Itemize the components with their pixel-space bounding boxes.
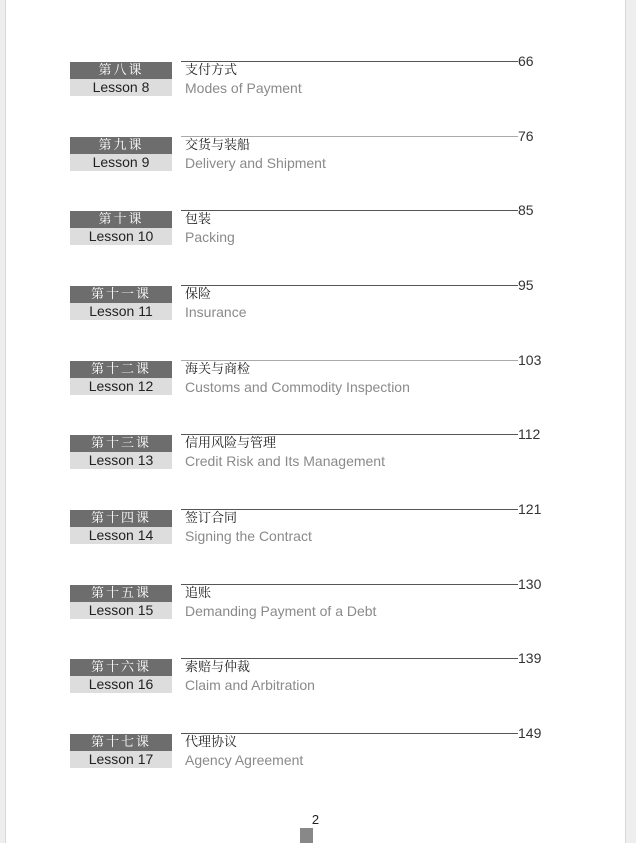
- lesson-number-en: Lesson 10: [70, 228, 172, 245]
- toc-page-number: 95: [518, 277, 534, 293]
- toc-page-number: 85: [518, 202, 534, 218]
- lesson-title-cn: 代理协议: [185, 735, 238, 750]
- lesson-number-cn: 第十七课: [70, 734, 172, 751]
- toc-page-number: 103: [518, 352, 542, 368]
- lesson-title-en: Claim and Arbitration: [185, 677, 315, 693]
- toc-entry-lesson-17[interactable]: [70, 725, 550, 774]
- toc-entry-lesson-12[interactable]: [70, 352, 550, 401]
- lesson-title-cn: 保险: [185, 287, 212, 302]
- lesson-number-en: Lesson 16: [70, 676, 172, 693]
- toc-page-number: 121: [518, 501, 542, 517]
- lesson-number-cn: 第八课: [70, 62, 172, 79]
- lesson-title-en: Agency Agreement: [185, 752, 304, 768]
- lesson-number-cn: 第十一课: [70, 286, 172, 303]
- toc-entry-lesson-10[interactable]: [70, 202, 550, 251]
- lesson-number-cn: 第十三课: [70, 435, 172, 452]
- toc-page-number: 66: [518, 53, 534, 69]
- toc-entry-lesson-8[interactable]: [70, 53, 550, 102]
- toc-page-number: 139: [518, 650, 542, 666]
- footer-page-marker: [300, 828, 313, 843]
- lesson-number-cn: 第十五课: [70, 585, 172, 602]
- lesson-title-en: Modes of Payment: [185, 80, 302, 96]
- lesson-title-cn: 支付方式: [185, 63, 238, 78]
- toc-entry-lesson-14[interactable]: [70, 501, 550, 550]
- lesson-title-cn: 签订合同: [185, 511, 238, 526]
- lesson-title-en: Packing: [185, 229, 235, 245]
- leader-rule: [181, 210, 518, 211]
- lesson-title-en: Delivery and Shipment: [185, 155, 326, 171]
- toc-entry-lesson-15[interactable]: [70, 576, 550, 625]
- lesson-number-cn: 第十课: [70, 211, 172, 228]
- lesson-title-en: Credit Risk and Its Management: [185, 453, 385, 469]
- lesson-title-cn: 海关与商检: [185, 362, 251, 377]
- toc-page-number: 76: [518, 128, 534, 144]
- toc-entry-lesson-13[interactable]: [70, 426, 550, 475]
- lesson-number-en: Lesson 14: [70, 527, 172, 544]
- lesson-title-cn: 包装: [185, 212, 212, 227]
- lesson-number-cn: 第九课: [70, 137, 172, 154]
- lesson-title-cn: 索赔与仲裁: [185, 660, 251, 675]
- lesson-number-cn: 第十六课: [70, 659, 172, 676]
- toc-entry-lesson-9[interactable]: [70, 128, 550, 177]
- toc-page-number: 130: [518, 576, 542, 592]
- lesson-title-en: Insurance: [185, 304, 247, 320]
- lesson-number-en: Lesson 13: [70, 452, 172, 469]
- lesson-number-cn: 第十二课: [70, 361, 172, 378]
- toc-page-number: 149: [518, 725, 542, 741]
- lesson-title-cn: 交货与装船: [185, 138, 251, 153]
- toc-page-number: 112: [518, 426, 541, 442]
- leader-rule: [181, 285, 518, 286]
- lesson-title-en: Demanding Payment of a Debt: [185, 603, 377, 619]
- lesson-number-en: Lesson 12: [70, 378, 172, 395]
- lesson-number-cn: 第十四课: [70, 510, 172, 527]
- lesson-title-en: Signing the Contract: [185, 528, 312, 544]
- toc-entry-lesson-16[interactable]: [70, 650, 550, 699]
- lesson-title-cn: 信用风险与管理: [185, 436, 277, 451]
- leader-rule: [181, 584, 518, 585]
- lesson-number-en: Lesson 8: [70, 79, 172, 96]
- lesson-number-en: Lesson 9: [70, 154, 172, 171]
- lesson-number-en: Lesson 11: [70, 303, 172, 320]
- footer-page-number: 2: [311, 812, 320, 827]
- lesson-number-en: Lesson 17: [70, 751, 172, 768]
- document-page: [5, 0, 626, 843]
- toc-entry-lesson-11[interactable]: [70, 277, 550, 326]
- lesson-number-en: Lesson 15: [70, 602, 172, 619]
- lesson-title-en: Customs and Commodity Inspection: [185, 379, 410, 395]
- lesson-title-cn: 追账: [185, 586, 212, 601]
